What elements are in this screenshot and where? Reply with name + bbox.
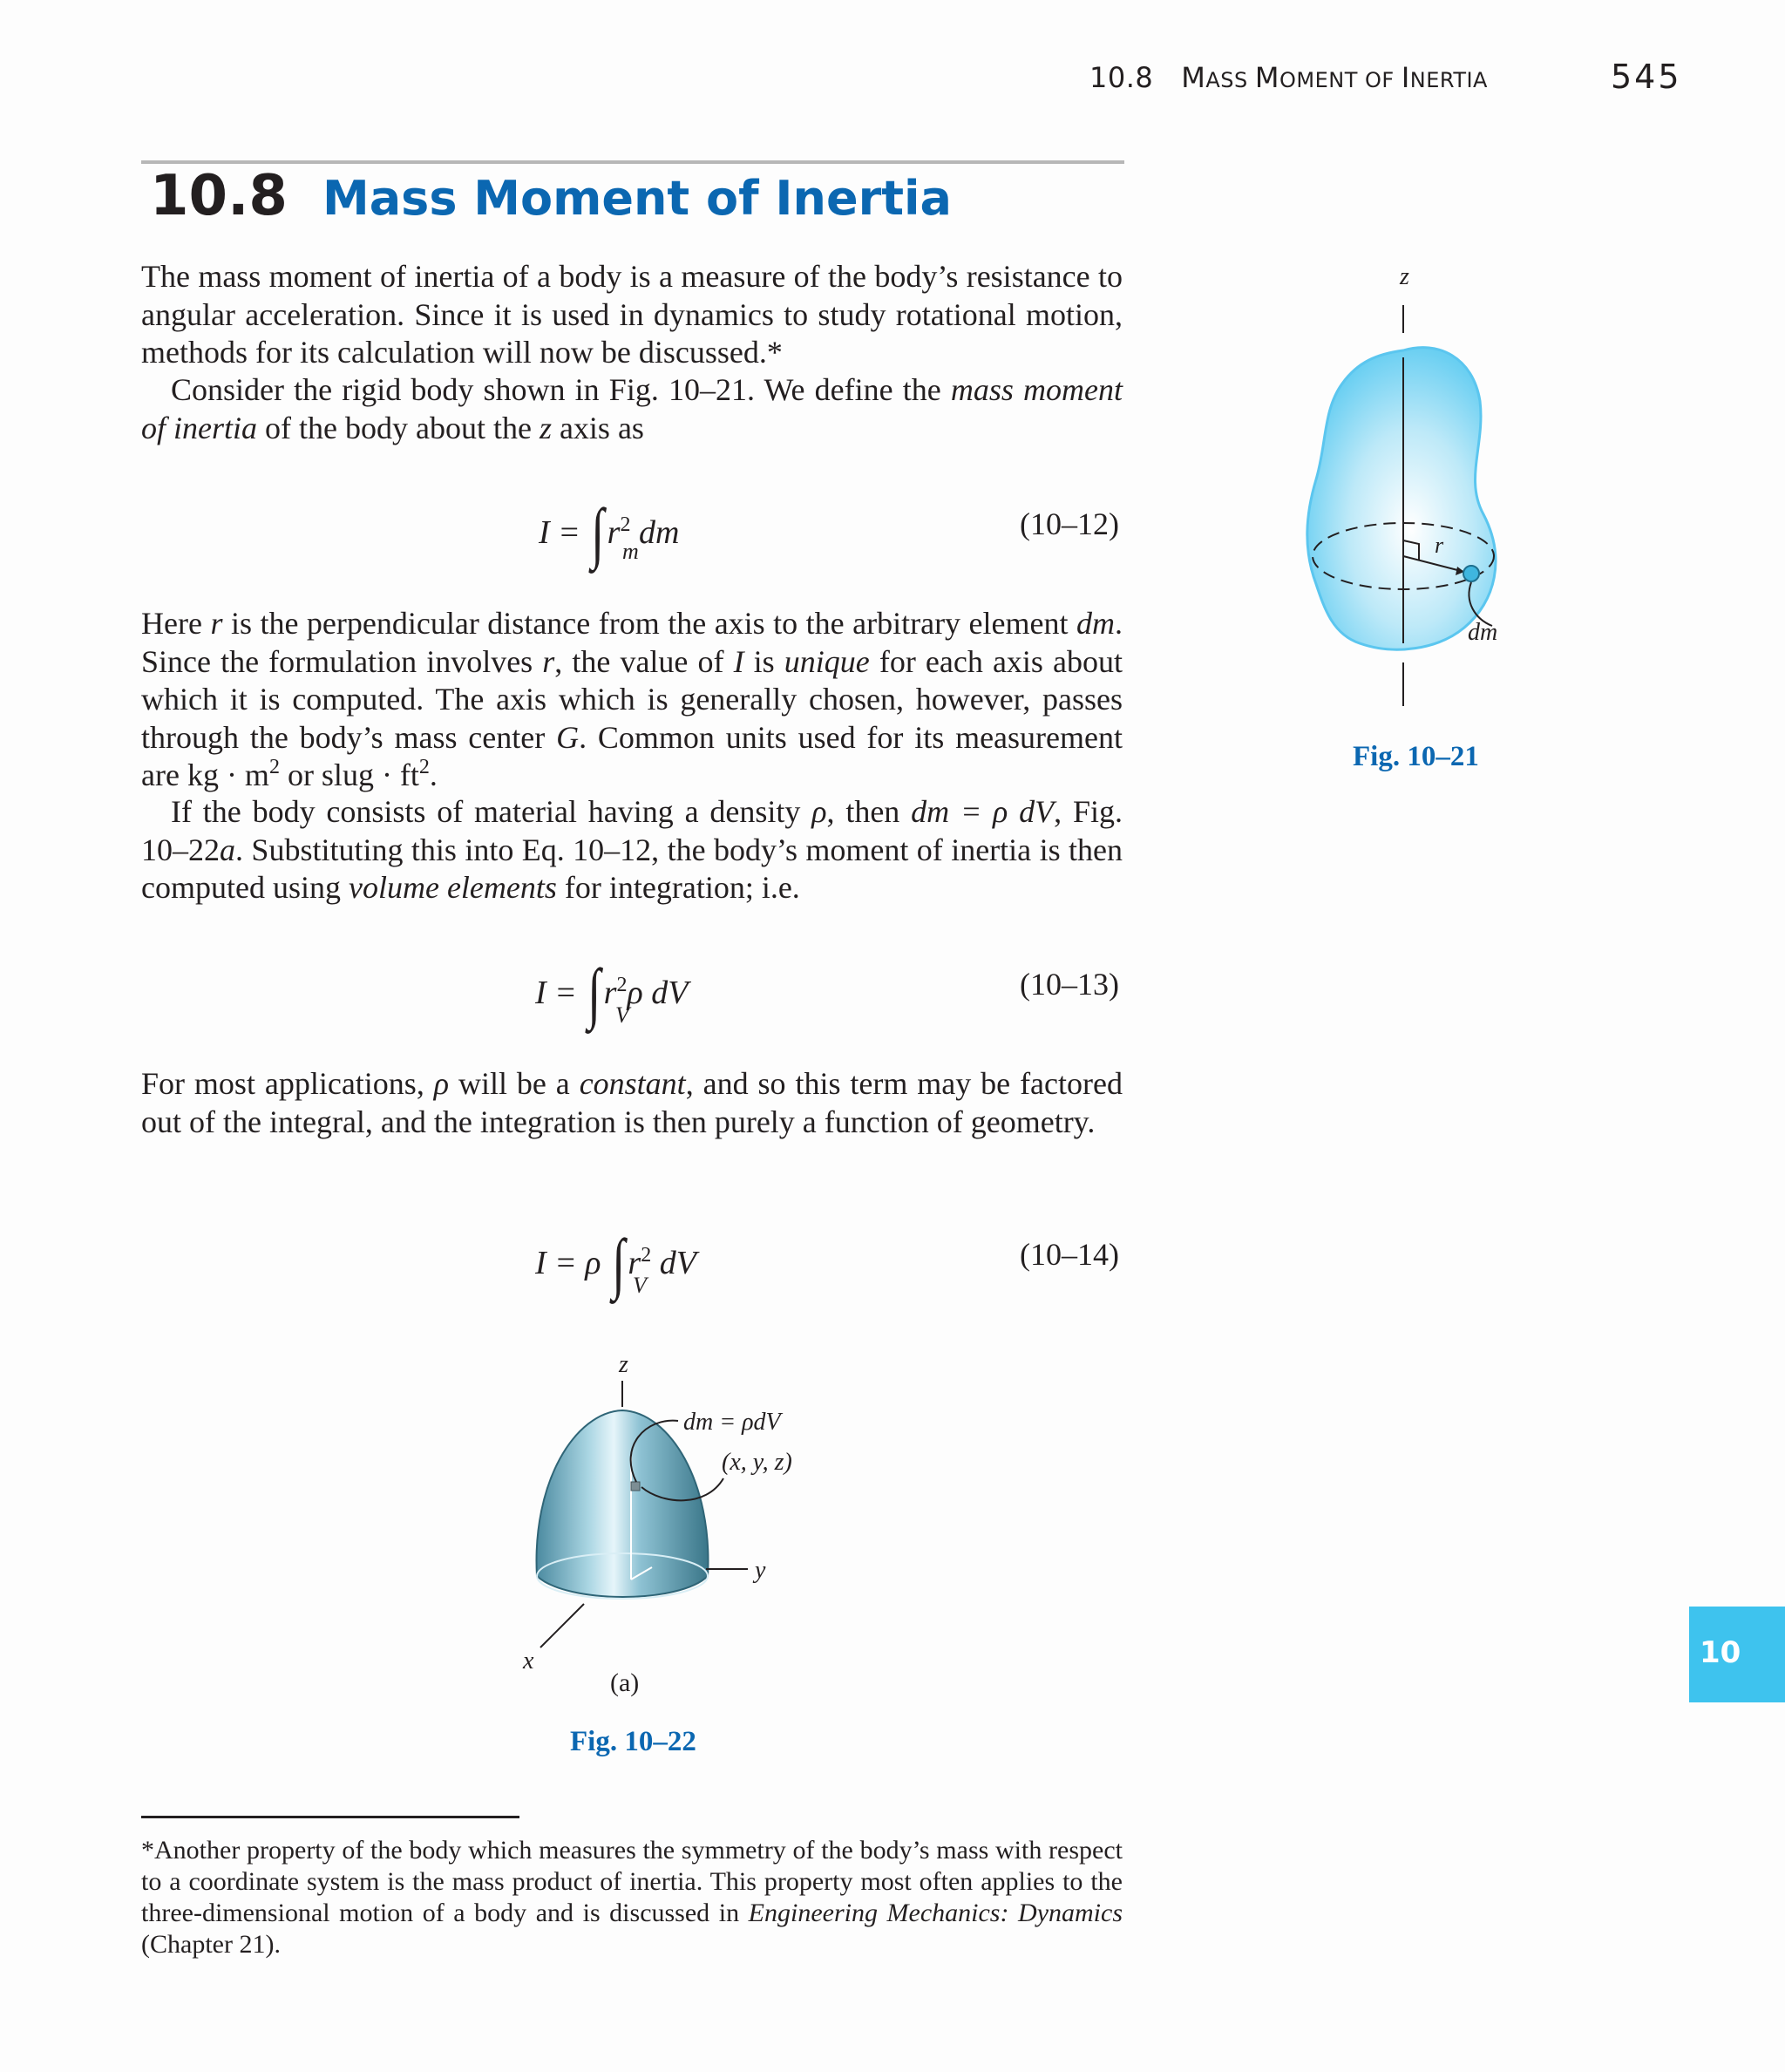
element-label-coords: (x, y, z): [722, 1449, 792, 1476]
equation-integrand: r: [603, 975, 617, 1011]
equation-lhs: I =: [535, 975, 577, 1011]
paragraph-intro: The mass moment of inertia of a body is a measure of the body’s resistance to angular acceleration. Since it is used in dynamics to study rotational motion, methods for its calculation will now be discussed.*: [141, 259, 1123, 370]
equation-10-14: [535, 1212, 696, 1301]
text-run: Here: [141, 606, 211, 641]
text-run: . Since the formulation involves: [141, 606, 1123, 679]
equation-number: (10–14): [1020, 1237, 1119, 1272]
equation-integrand: r: [628, 1245, 641, 1281]
paragraph-constant-density: [141, 1065, 1123, 1141]
header-title-cap: M: [1254, 61, 1279, 94]
text-run: . Common units used for its measurement are kg · m: [141, 719, 1123, 792]
text-run: *Another property of the body which measures the symmetry of the body’s mass with respect to a coordinate system is the mass product of inertia. This property most often applies to the three-dimensional motion of a body and is discussed in: [141, 1836, 1123, 1927]
axis-label-z: z: [1400, 263, 1409, 290]
axis-label-x: x: [523, 1647, 534, 1675]
section-rule: [141, 160, 1124, 164]
text-run: will be a: [449, 1066, 580, 1101]
symbol-I: I: [733, 643, 744, 679]
x-axis-line: [540, 1604, 584, 1647]
text-run: , the value of: [554, 643, 734, 679]
text-run: . Substituting this into Eq. 10–12, the body’s moment of inertia is then computed using: [141, 832, 1123, 905]
symbol-r: r: [210, 606, 223, 641]
running-header: [1089, 61, 1488, 94]
header-title-cap: M: [1181, 61, 1206, 94]
element-label-dm: dm: [1468, 619, 1498, 646]
equation-number: (10–13): [1020, 967, 1119, 1002]
integral-limit: V: [615, 1002, 629, 1028]
text-run: For most applications,: [141, 1066, 434, 1101]
equation-integrand: r: [607, 514, 621, 551]
emphasis: unique: [784, 643, 870, 679]
text-run: for each axis about which it is computed. The axis which is generally chosen, however, passes through the body’s mass center: [141, 643, 1123, 755]
integral-sign: ∫: [591, 494, 605, 570]
paraboloid-dome: [537, 1410, 709, 1597]
emphasis: mass moment of inertia: [141, 372, 1123, 445]
text-run: of the body about the: [257, 410, 540, 445]
header-title-rest: ASS: [1205, 68, 1255, 92]
footnote: [141, 1835, 1123, 1960]
emphasis: constant: [579, 1066, 686, 1101]
header-title-rest: NERTIA: [1409, 68, 1488, 92]
text-run: , and so this term may be factored out of the integral, and the integration is then purely a function of geometry.: [141, 1066, 1123, 1139]
rigid-body-blob: [1307, 348, 1496, 650]
text-run: Consider the rigid body shown in Fig. 10–21. We define the: [171, 372, 951, 407]
paragraph-definition: [141, 371, 1123, 447]
equation-differential: ρ dV: [627, 975, 689, 1011]
integral-limit: V: [633, 1273, 647, 1298]
text-run: is: [743, 643, 784, 679]
equation-number: (10–12): [1020, 506, 1119, 541]
symbol-rho: ρ: [433, 1066, 450, 1101]
text-run: .: [429, 757, 438, 792]
equation-10-12: [539, 481, 680, 570]
figure-10-22: [506, 1351, 837, 1700]
equation-differential: dm: [630, 514, 680, 551]
header-title-rest: OMENT OF: [1279, 68, 1402, 92]
figure-caption-10-22: Fig. 10–22: [570, 1726, 696, 1757]
header-section-ref: 10.8: [1089, 61, 1154, 94]
chapter-tab-label: 10: [1700, 1635, 1741, 1670]
equation-exponent: 2: [620, 513, 631, 536]
text-run: , Fig. 10–22: [141, 794, 1123, 867]
symbol-r: r: [542, 643, 555, 679]
equation-exponent: 2: [641, 1244, 652, 1267]
exponent: 2: [418, 756, 430, 778]
equation-lhs: I = ρ: [535, 1245, 601, 1281]
figure-caption-10-21: Fig. 10–21: [1353, 741, 1479, 772]
equation-10-13: [535, 941, 689, 1030]
equation-differential: dV: [651, 1245, 696, 1281]
element-label-dm-rho-dv: dm = ρdV: [683, 1409, 781, 1436]
radius-label-r: r: [1435, 533, 1444, 558]
symbol-z: z: [539, 410, 552, 445]
paragraph-explanation: [141, 605, 1123, 795]
mass-element-dm: [1463, 566, 1479, 581]
figure-part-label-a: (a): [610, 1668, 640, 1697]
book-title: Engineering Mechanics: Dynamics: [748, 1899, 1123, 1927]
text-run: axis as: [551, 410, 644, 445]
axis-label-y: y: [755, 1557, 766, 1584]
paragraph-density: [141, 793, 1123, 907]
equation-lhs: I =: [539, 514, 580, 551]
page-number: 545: [1611, 58, 1682, 96]
emphasis: volume elements: [348, 870, 557, 905]
symbol-dm: dm: [1076, 606, 1115, 641]
chapter-tab: [1689, 1607, 1785, 1702]
inline-equation: dm = ρ dV: [911, 794, 1055, 829]
integral-limit: m: [622, 539, 639, 564]
text-run: (Chapter 21).: [141, 1930, 281, 1959]
axis-label-z: z: [619, 1351, 628, 1378]
symbol-rho: ρ: [811, 794, 827, 829]
footnote-rule: [141, 1816, 519, 1818]
integral-sign: ∫: [587, 954, 601, 1030]
volume-element: [631, 1482, 640, 1491]
figure-10-21: [1290, 253, 1543, 724]
text-run: is the perpendicular distance from the axis to the arbitrary element: [222, 606, 1076, 641]
equation-exponent: 2: [616, 974, 628, 996]
exponent: 2: [268, 756, 280, 778]
text-run: or slug · ft: [279, 757, 419, 792]
text-run: If the body consists of material having a density: [171, 794, 812, 829]
section-title: Mass Moment of Inertia: [322, 171, 952, 226]
text-run: , then: [826, 794, 912, 829]
section-number: 10.8: [150, 164, 288, 228]
integral-sign: ∫: [612, 1225, 626, 1301]
figure-part-letter: a: [220, 832, 235, 867]
symbol-G: G: [556, 719, 580, 755]
text-run: for integration; i.e.: [556, 870, 800, 905]
header-title-cap: I: [1401, 61, 1410, 94]
